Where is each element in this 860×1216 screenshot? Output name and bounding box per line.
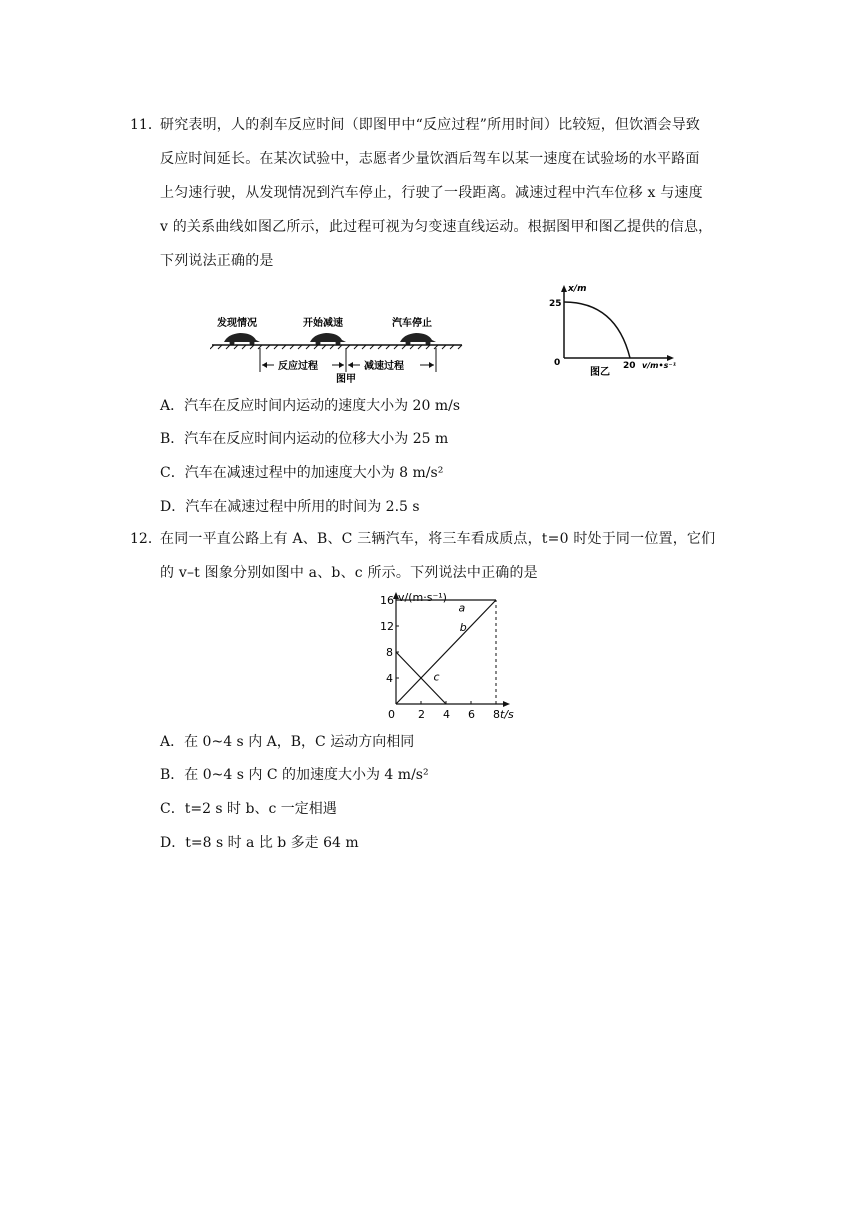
y-axis-label: v/(m·s⁻¹): [398, 591, 447, 604]
q11-option-a: A．汽车在反应时间内运动的速度大小为 20 m/s: [160, 398, 461, 414]
question-11-line-4: v 的关系曲线如图乙所示，此过程可视为匀变速直线运动。根据图甲和图乙提供的信息，: [160, 219, 713, 235]
q12-option-d: D．t=8 s 时 a 比 b 多走 64 m: [160, 835, 359, 851]
question-12-number: 12．: [130, 531, 162, 547]
y-tick-label: 4: [386, 672, 393, 685]
y-tick-label: 8: [386, 646, 393, 659]
origin-label: 0: [554, 358, 561, 368]
q11-option-d: D．汽车在减速过程中所用的时间为 2.5 s: [160, 499, 420, 515]
car-icon: [224, 333, 260, 346]
label-car-stop: 汽车停止: [392, 318, 432, 329]
question-11-line-2: 反应时间延长。在某次试验中，志愿者少量饮酒后驾车以某一速度在试验场的水平路面: [160, 151, 700, 167]
series-label-b: b: [459, 621, 467, 635]
x-tick-label: 4: [443, 708, 450, 721]
segment-reaction: 反应过程: [278, 361, 318, 372]
caption-yi: 图乙: [590, 367, 610, 378]
series-label-a: a: [458, 601, 466, 615]
origin-label: 0: [388, 708, 395, 721]
segment-braking: 减速过程: [364, 361, 404, 372]
question-12-line-2: 的 v–t 图象分别如图中 a、b、c 所示。下列说法中正确的是: [160, 565, 538, 581]
q12-option-c: C．t=2 s 时 b、c 一定相遇: [160, 801, 337, 817]
question-12-line-1: 在同一平直公路上有 A、B、C 三辆汽车，将三车看成质点，t=0 时处于同一位置，它们: [160, 531, 716, 547]
label-start-braking: 开始减速: [303, 318, 343, 329]
car-icon: [310, 333, 346, 346]
x-v-curve: [564, 302, 630, 358]
x-tick-label: 6: [468, 708, 475, 721]
q11-option-c: C．汽车在减速过程中的加速度大小为 8 m/s²: [160, 465, 444, 481]
figure-yi: [544, 282, 694, 378]
figure-jia: [210, 312, 465, 384]
x-tick-label: 8: [493, 708, 500, 721]
car-icon: [400, 333, 436, 346]
series-line-b: [396, 600, 496, 704]
caption-jia: 图甲: [336, 374, 356, 384]
y-tick-25: 25: [549, 299, 562, 309]
y-axis-label: x/m: [568, 284, 587, 294]
y-tick-label: 16: [380, 594, 394, 607]
question-11-number: 11．: [130, 117, 162, 133]
y-tick-label: 12: [380, 620, 394, 633]
q12-option-a: A．在 0~4 s 内 A，B，C 运动方向相同: [160, 734, 415, 750]
series-label-c: c: [433, 670, 440, 684]
question-11-line-1: 研究表明，人的刹车反应时间（即图甲中“反应过程”所用时间）比较短，但饮酒会导致: [160, 117, 701, 133]
x-tick-20: 20: [623, 361, 636, 371]
x-axis-arrow: [503, 701, 510, 707]
label-discover: 发现情况: [217, 318, 257, 329]
question-11-line-5: 下列说法正确的是: [160, 253, 274, 269]
x-axis-label: v/m•s⁻¹: [642, 361, 677, 370]
vt-chart: [360, 588, 530, 724]
q12-option-b: B．在 0~4 s 内 C 的加速度大小为 4 m/s²: [160, 767, 429, 783]
question-11-line-3: 上匀速行驶，从发现情况到汽车停止，行驶了一段距离。减速过程中汽车位移 x 与速度: [160, 185, 703, 201]
q11-option-b: B．汽车在反应时间内运动的位移大小为 25 m: [160, 431, 449, 447]
x-tick-label: 2: [418, 708, 425, 721]
x-axis-label: t/s: [500, 708, 514, 721]
